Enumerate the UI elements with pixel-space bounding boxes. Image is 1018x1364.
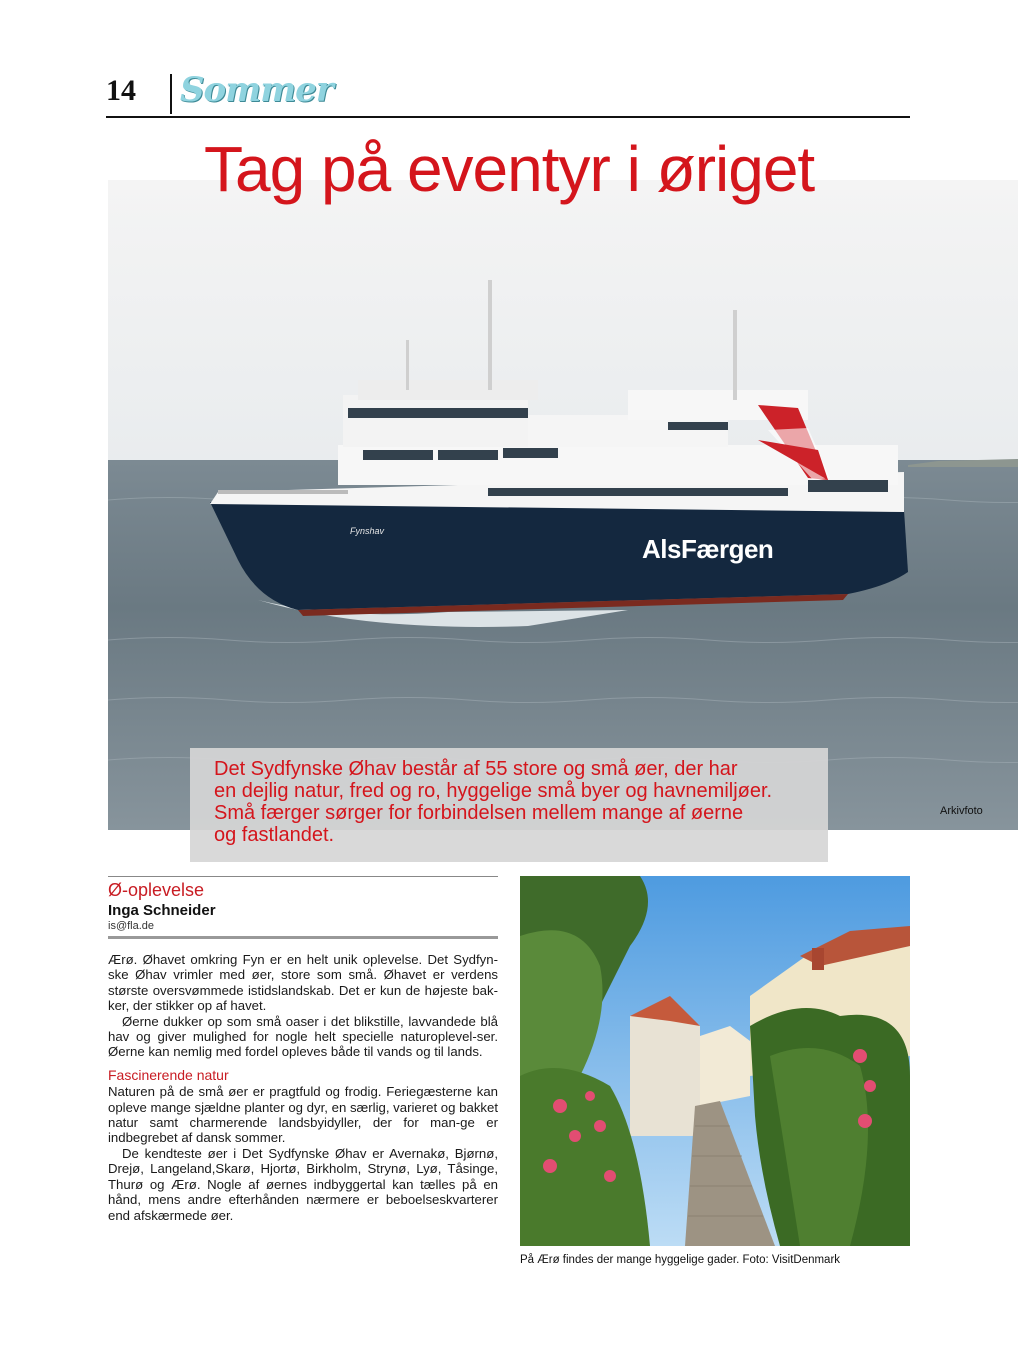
ferry-brand-label: AlsFærgen <box>642 534 774 564</box>
hero-caption-line-3: Små færger sørger for forbindelsen mellem mange af øerne <box>214 802 744 824</box>
article-body <box>108 952 498 1223</box>
hero-caption-line-2: en dejlig natur, fred og ro, hyggelige små byer og havnemiljøer. <box>214 780 773 802</box>
byline-rule-bottom <box>108 936 498 939</box>
hero-photo-ferry <box>108 180 1018 830</box>
page-number: 14 <box>106 74 136 107</box>
section-logo: Sommer <box>180 70 333 110</box>
article-paragraph: Øerne dukker op som små oaser i det blikstille, lavvandede blå hav og giver mulighed for nogle helt specielle naturoplevel-ser. Øerne kan nemlig med fordel opleves både til vands og til lands. <box>108 1013 498 1060</box>
article-paragraph: Ærø. Øhavet omkring Fyn er en helt unik oplevelse. Det Sydfyn-ske Øhav vrimler med øer, store som små. Øhavet er verdens største oversvømmede istidslandskab. Det er kun de højeste bak-ker, der stikker op af havet. <box>108 952 498 1014</box>
article-subhead: Fascinerende natur <box>108 1066 229 1083</box>
author-name: Inga Schneider <box>108 902 216 919</box>
article-paragraph: De kendteste øer i Det Sydfynske Øhav er Avernakø, Bjørnø, Drejø, Langeland,Skarø, Hjortø, Birkholm, Strynø, Lyø, Tåsinge, Thurø og Ærø. Nogle af øernes indbyggertal kan tælles på en hånd, mens andre efterhånden nærmere er beboelseskvarterer end afskærmede øer. <box>108 1145 498 1223</box>
author-email: is@fla.de <box>108 920 155 932</box>
side-photo-street <box>520 876 910 1246</box>
article-paragraph: Naturen på de små øer er pragtfuld og frodig. Feriegæsterne kan opleve mange sjældne planter og dyr, en særlig, varieret og bakket natur samt charmerende landsbyidyller, der for man-ge er indbegrebet af dansk sommer. <box>108 1084 498 1146</box>
header-rule <box>106 116 910 118</box>
header-divider <box>170 74 172 114</box>
ferry-name-label: Fynshav <box>350 526 385 536</box>
article-kicker: Ø-oplevelse <box>108 880 205 900</box>
photo-credit: Arkivfoto <box>940 805 983 817</box>
byline-rule-top <box>108 876 498 877</box>
hero-caption-line-4: og fastlandet. <box>214 824 335 846</box>
side-photo-caption: På Ærø findes der mange hyggelige gader. Foto: VisitDenmark <box>520 1254 841 1266</box>
headline: Tag på eventyr i øriget <box>204 133 815 205</box>
hero-caption-box <box>190 748 828 862</box>
hero-caption-line-1: Det Sydfynske Øhav består af 55 store og små øer, der har <box>214 758 738 780</box>
